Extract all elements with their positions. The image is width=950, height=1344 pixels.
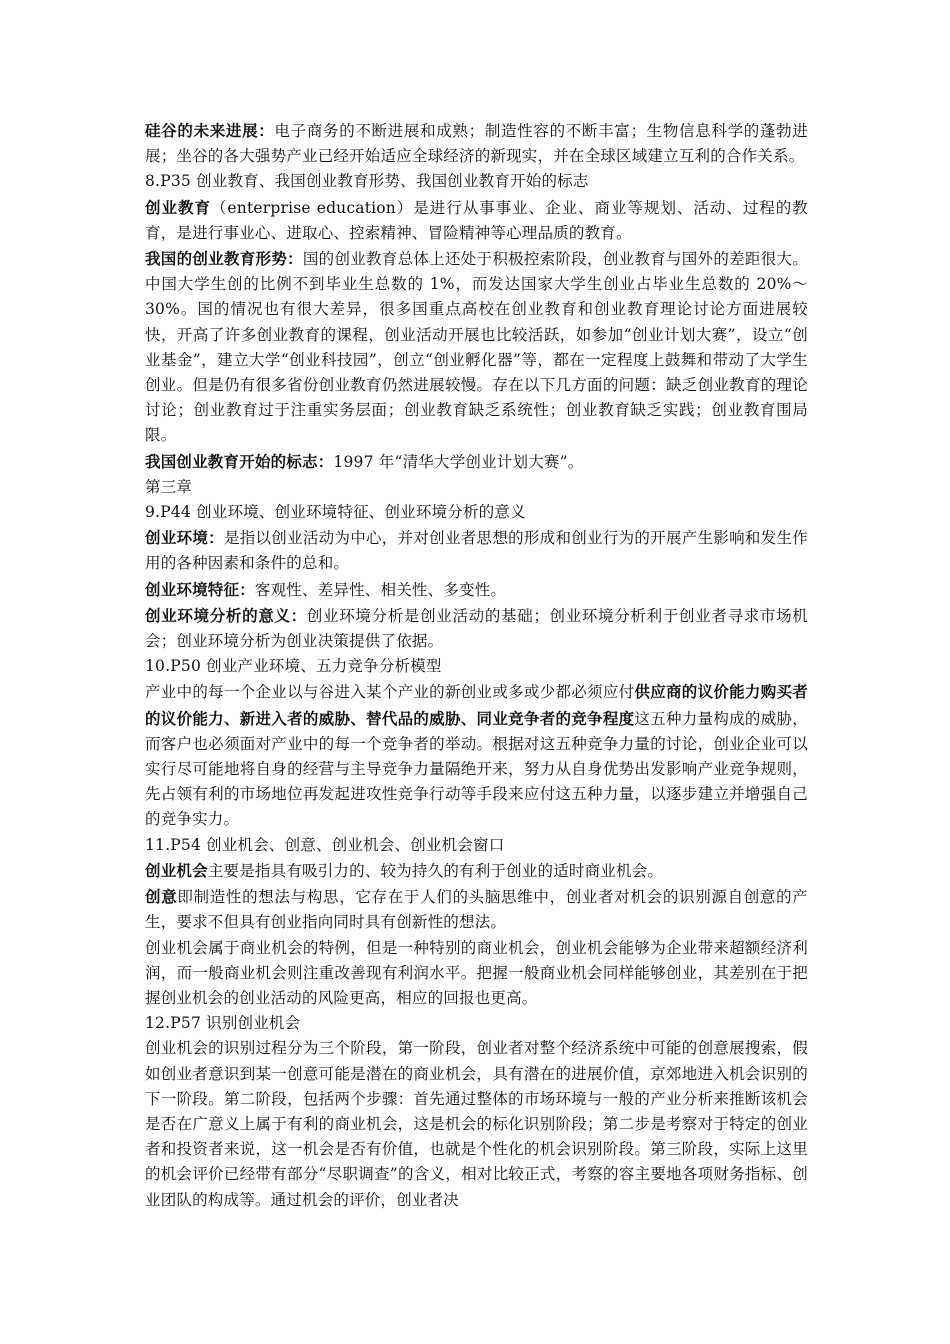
- paragraph-environment-analysis: [145, 603, 808, 654]
- paragraph-environment: [145, 525, 808, 576]
- section-heading-10: 10.P50 创业产业环境、五力竞争分析模型: [145, 657, 442, 676]
- paragraph-text: 国的创业教育总体上还处于积极控索阶段，创业教育与国外的差距很大。中国大学生创的比例不到毕业生总数的 1%，而发达国家大学生创业占毕业生总数的 20%～30%。国的情况也有很大差异，很多国重点高校在创业教育和创业教育理论讨论方面进展较快，开高了许多创业教育的课程，创业活动开展也比较活跃，如参加“创业计划大赛”，设立“创业基金”，建立大学“创业科技园”，创立“创业孵化器”等，都在一定程度上鼓舞和带动了大学生创业。但是仍有很多省份创业教育仍然进展较慢。存在以下几方面的问题：缺乏创业教育的理论讨论；创业教育过于注重实务层面；创业教育缺乏系统性；创业教育缺乏实践；创业教育围局限。: [145, 250, 808, 445]
- paragraph-idea: [145, 884, 808, 935]
- paragraph-text: 电子商务的不断进展和成熟；制造性容的不断丰富；生物信息科学的蓬勃进展；坐谷的各大强势产业已经开始适应全球经济的新现实，并在全球区域建立互利的合作关系。: [145, 122, 808, 166]
- section-heading-9: 9.P44 创业环境、创业环境特征、创业环境分析的意义: [145, 503, 526, 522]
- paragraph-text: 是指以创业活动为中心，并对创业者思想的形成和创业行为的开展产生影响和发生作用的各种因素和条件的总和。: [145, 529, 808, 573]
- paragraph-text: 即制造性的想法与构思，它存在于人们的头脑思维中，创业者对机会的识别源自创意的产生，要求不但具有创业指向同时具有创新性的想法。: [145, 888, 808, 932]
- section-heading-8: 8.P35 创业教育、我国创业教育形势、我国创业教育开始的标志: [145, 172, 589, 191]
- term-label: 创业教育: [145, 197, 211, 217]
- paragraph-opportunity-special: 创业机会属于商业机会的特例，但是一种特别的商业机会，创业机会能够为企业带来超额经济利润，而一般商业机会则注重改善现有利润水平。把握一般商业机会同样能够创业，其差别在于把握创业机会的创业活动的风险更高，相应的回报也更高。: [145, 938, 808, 1007]
- term-label: 创业环境分析的意义：: [145, 605, 307, 625]
- document-page: [145, 118, 808, 1213]
- term-label: 创业机会: [145, 860, 208, 880]
- term-label: 创业环境特征：: [145, 579, 255, 599]
- paragraph-enterprise-education: [145, 195, 808, 246]
- paragraph-text: 创业环境分析是创业活动的基础；创业环境分析利于创业者寻求市场机会；创业环境分析为创业决策提供了依据。: [145, 606, 808, 651]
- paragraph-opportunity: [145, 858, 808, 884]
- paragraph-education-start: [145, 449, 808, 475]
- paragraph-text: 1997 年“清华大学创业计划大赛”。: [333, 452, 584, 471]
- paragraph-text: （enterprise education）是进行从事事业、企业、商业等规划、活动、过程的教育，是进行事业心、进取心、控索精神、冒险精神等心理品质的教育。: [145, 198, 808, 242]
- term-label: 硅谷的未来进展：: [145, 121, 275, 140]
- paragraph-education-situation: [145, 246, 808, 449]
- paragraph-text: 客观性、差异性、相关性、多变性。: [254, 580, 507, 599]
- paragraph-text: 这五种力量构成的威胁，而客户也必须面对产业中的每一个竞争者的举动。根据对这五种竞争力量的讨论，创业企业可以实行尽可能地将自身的经营与主导竞争力量隔绝开来，努力从自身优势出发影响产业竞争规则，先占领有利的市场地位再发起进攻性竞争行动等手段来应付这五种力量，以逐步建立并增强自己的竞争实力。: [145, 709, 808, 829]
- term-label: 供应商的议价能力购买者的议价能力、新进入者的威胁、替代品的威胁、同业竞争者的竞争程度: [145, 682, 808, 728]
- paragraph-silicon-valley-future: [145, 118, 808, 169]
- term-label: 我国的创业教育形势：: [145, 249, 303, 269]
- section-heading-11: 11.P54 创业机会、创意、创业机会、创业机会窗口: [145, 835, 505, 854]
- term-label: 创业环境：: [145, 528, 224, 548]
- paragraph-text: 主要是指具有吸引力的、较为持久的有利于创业的适时商业机会。: [207, 861, 664, 880]
- paragraph-five-forces: [145, 679, 808, 832]
- paragraph-identify-opportunity: 创业机会的识别过程分为三个阶段，第一阶段，创业者对整个经济系统中可能的创意展搜索，假如创业者意识到某一创意可能是潜在的商业机会，具有潜在的进展价值，京郊地进入机会识别的下一阶段。第二阶段，包括两个步骤：首先通过整体的市场环境与一般的产业分析来推断该机会是否在广意义上属于有利的商业机会，这是机会的标化识别阶段；第二步是考察对于特定的创业者和投资者来说，这一机会是否有价值，也就是个性化的机会识别阶段。第三阶段，实际上这里的机会评价已经带有部分“尽职调查”的含义，相对比较正式，考察的容主要地各项财务指标、创业团队的构成等。通过机会的评价，创业者决: [145, 1039, 808, 1209]
- term-label: 我国创业教育开始的标志：: [145, 451, 334, 471]
- chapter-heading: 第三章: [145, 477, 193, 496]
- term-label: 创意: [145, 887, 178, 907]
- paragraph-environment-features: [145, 577, 808, 603]
- paragraph-text: 产业中的每一个企业以与谷进入某个产业的新创业或多或少都必须应付: [145, 683, 635, 702]
- section-heading-12: 12.P57 识别创业机会: [145, 1014, 301, 1033]
